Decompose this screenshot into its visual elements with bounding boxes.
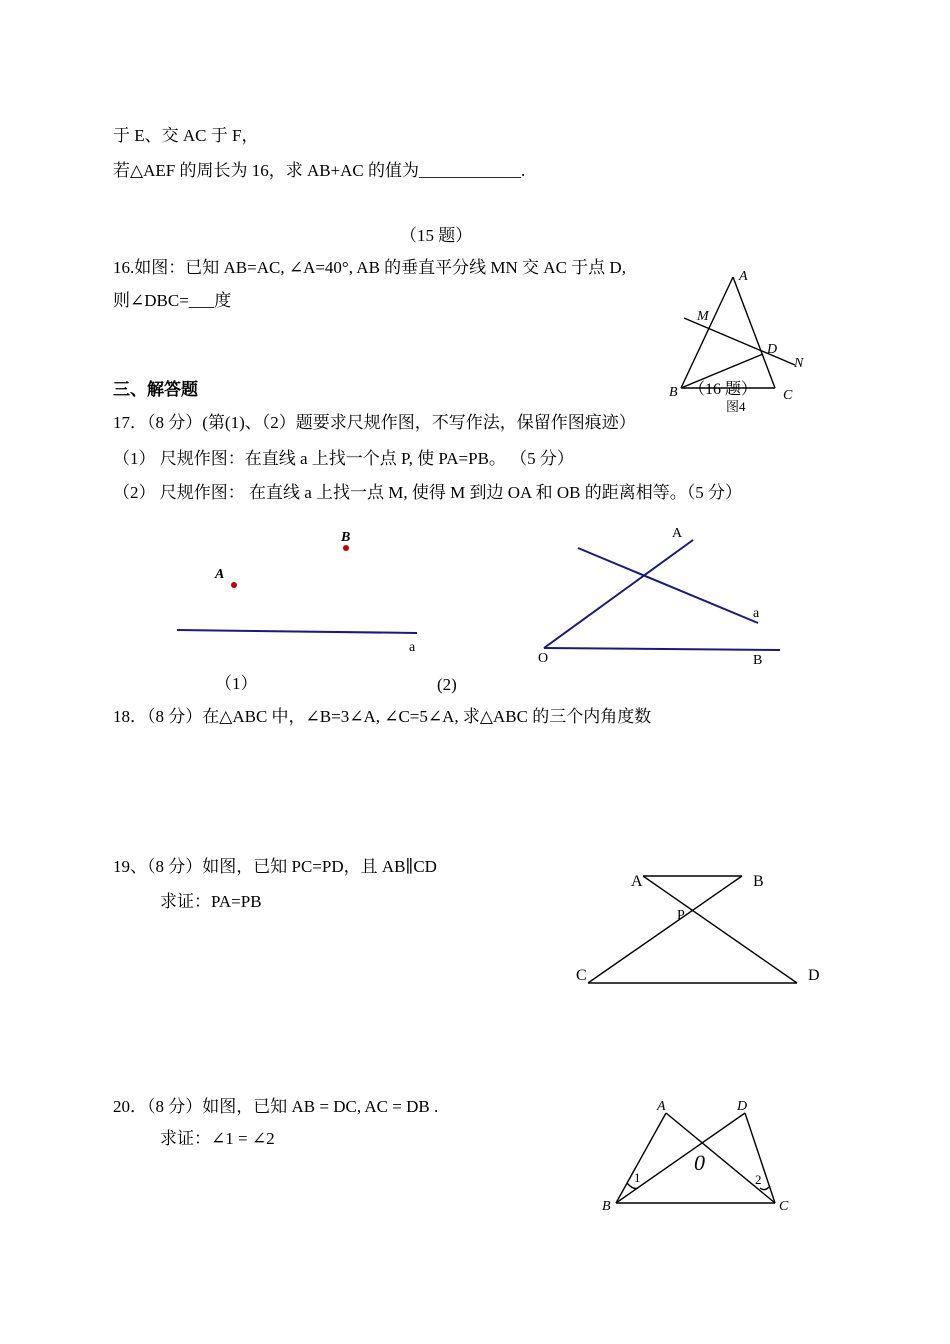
q20-segment-dc <box>745 1113 775 1203</box>
q17-part1: （1） 尺规作图：在直线 a 上找一个点 P, 使 PA=PB。 （5 分） <box>113 449 574 468</box>
q16-label-b: B <box>669 385 678 400</box>
q16-text-line1: 16.如图：已知 AB=AC, ∠A=40°, AB 的垂直平分线 MN 交 AC 于点 D, <box>113 258 626 277</box>
q17-fig2-label-line-a: a <box>753 606 760 621</box>
q19-line1: 19、（8 分）如图，已知 PC=PD，且 AB∥CD <box>113 857 437 876</box>
q20-line2: 求证：∠1 = ∠2 <box>160 1129 275 1148</box>
q16-label-d: D <box>767 342 778 357</box>
q17-header: 17．（8 分）(第(1)、（2）题要求尺规作图，不写作法，保留作图痕迹） <box>113 413 636 432</box>
q16-text-line2: 则∠DBC=___度 <box>113 291 232 310</box>
q20-label-c: C <box>779 1199 789 1214</box>
section-3-title: 三、解答题 <box>113 380 198 399</box>
q20-segment-db <box>616 1113 745 1203</box>
q19-label-p: P <box>677 908 685 923</box>
q16-caption: （16 题） <box>689 381 758 398</box>
q15-caption: （15 题） <box>400 226 473 245</box>
q17-fig1-label-b: B <box>341 530 351 545</box>
q17-fig2-label-o: O <box>538 651 549 666</box>
q18-text: 18．（8 分）在△ABC 中，∠B=3∠A, ∠C=5∠A, 求△ABC 的三个内角度数 <box>113 707 652 726</box>
q19-label-d: D <box>808 967 820 984</box>
q20-label-d: D <box>737 1099 748 1114</box>
q16-label-c: C <box>783 388 793 403</box>
q17-fig1-label-line-a: a <box>409 640 416 655</box>
q20-angle-2-arc <box>760 1186 770 1190</box>
q20-label-angle-2: 2 <box>755 1172 762 1187</box>
q16-label-n: N <box>794 356 804 371</box>
q17-caption-1: （1） <box>215 674 258 693</box>
q19-label-c: C <box>576 967 587 984</box>
q16-label-m: M <box>697 309 709 324</box>
q17-fig2-label-a: A <box>672 526 683 541</box>
q15-line1: 于 E、交 AC 于 F， <box>113 126 259 145</box>
q20-label-angle-1: 1 <box>634 1170 641 1185</box>
q15-line2: 若△AEF 的周长为 16，求 AB+AC 的值为____________. <box>113 161 526 180</box>
q19-label-a: A <box>631 873 643 890</box>
q16-fig-name: 图4 <box>726 399 746 414</box>
q19-line2: 求证：PA=PB <box>160 892 262 911</box>
q19-label-b: B <box>753 873 764 890</box>
q17-part2: （2） 尺规作图： 在直线 a 上找一点 M, 使得 M 到边 OA 和 OB 的距离相等。（5 分） <box>113 483 743 502</box>
q20-label-a: A <box>657 1099 666 1114</box>
q20-label-o: 0 <box>694 1150 705 1175</box>
q17-fig2-label-b: B <box>753 653 763 668</box>
q20-label-b: B <box>602 1199 611 1214</box>
q17-caption-2: (2) <box>437 675 457 694</box>
q17-fig1-label-a: A <box>215 567 225 582</box>
q20-segment-ac <box>666 1113 775 1203</box>
q20-segment-ab <box>616 1113 666 1203</box>
q16-label-a: A <box>739 269 748 284</box>
q20-line1: 20．（8 分）如图，已知 AB = DC, AC = DB . <box>113 1097 439 1116</box>
